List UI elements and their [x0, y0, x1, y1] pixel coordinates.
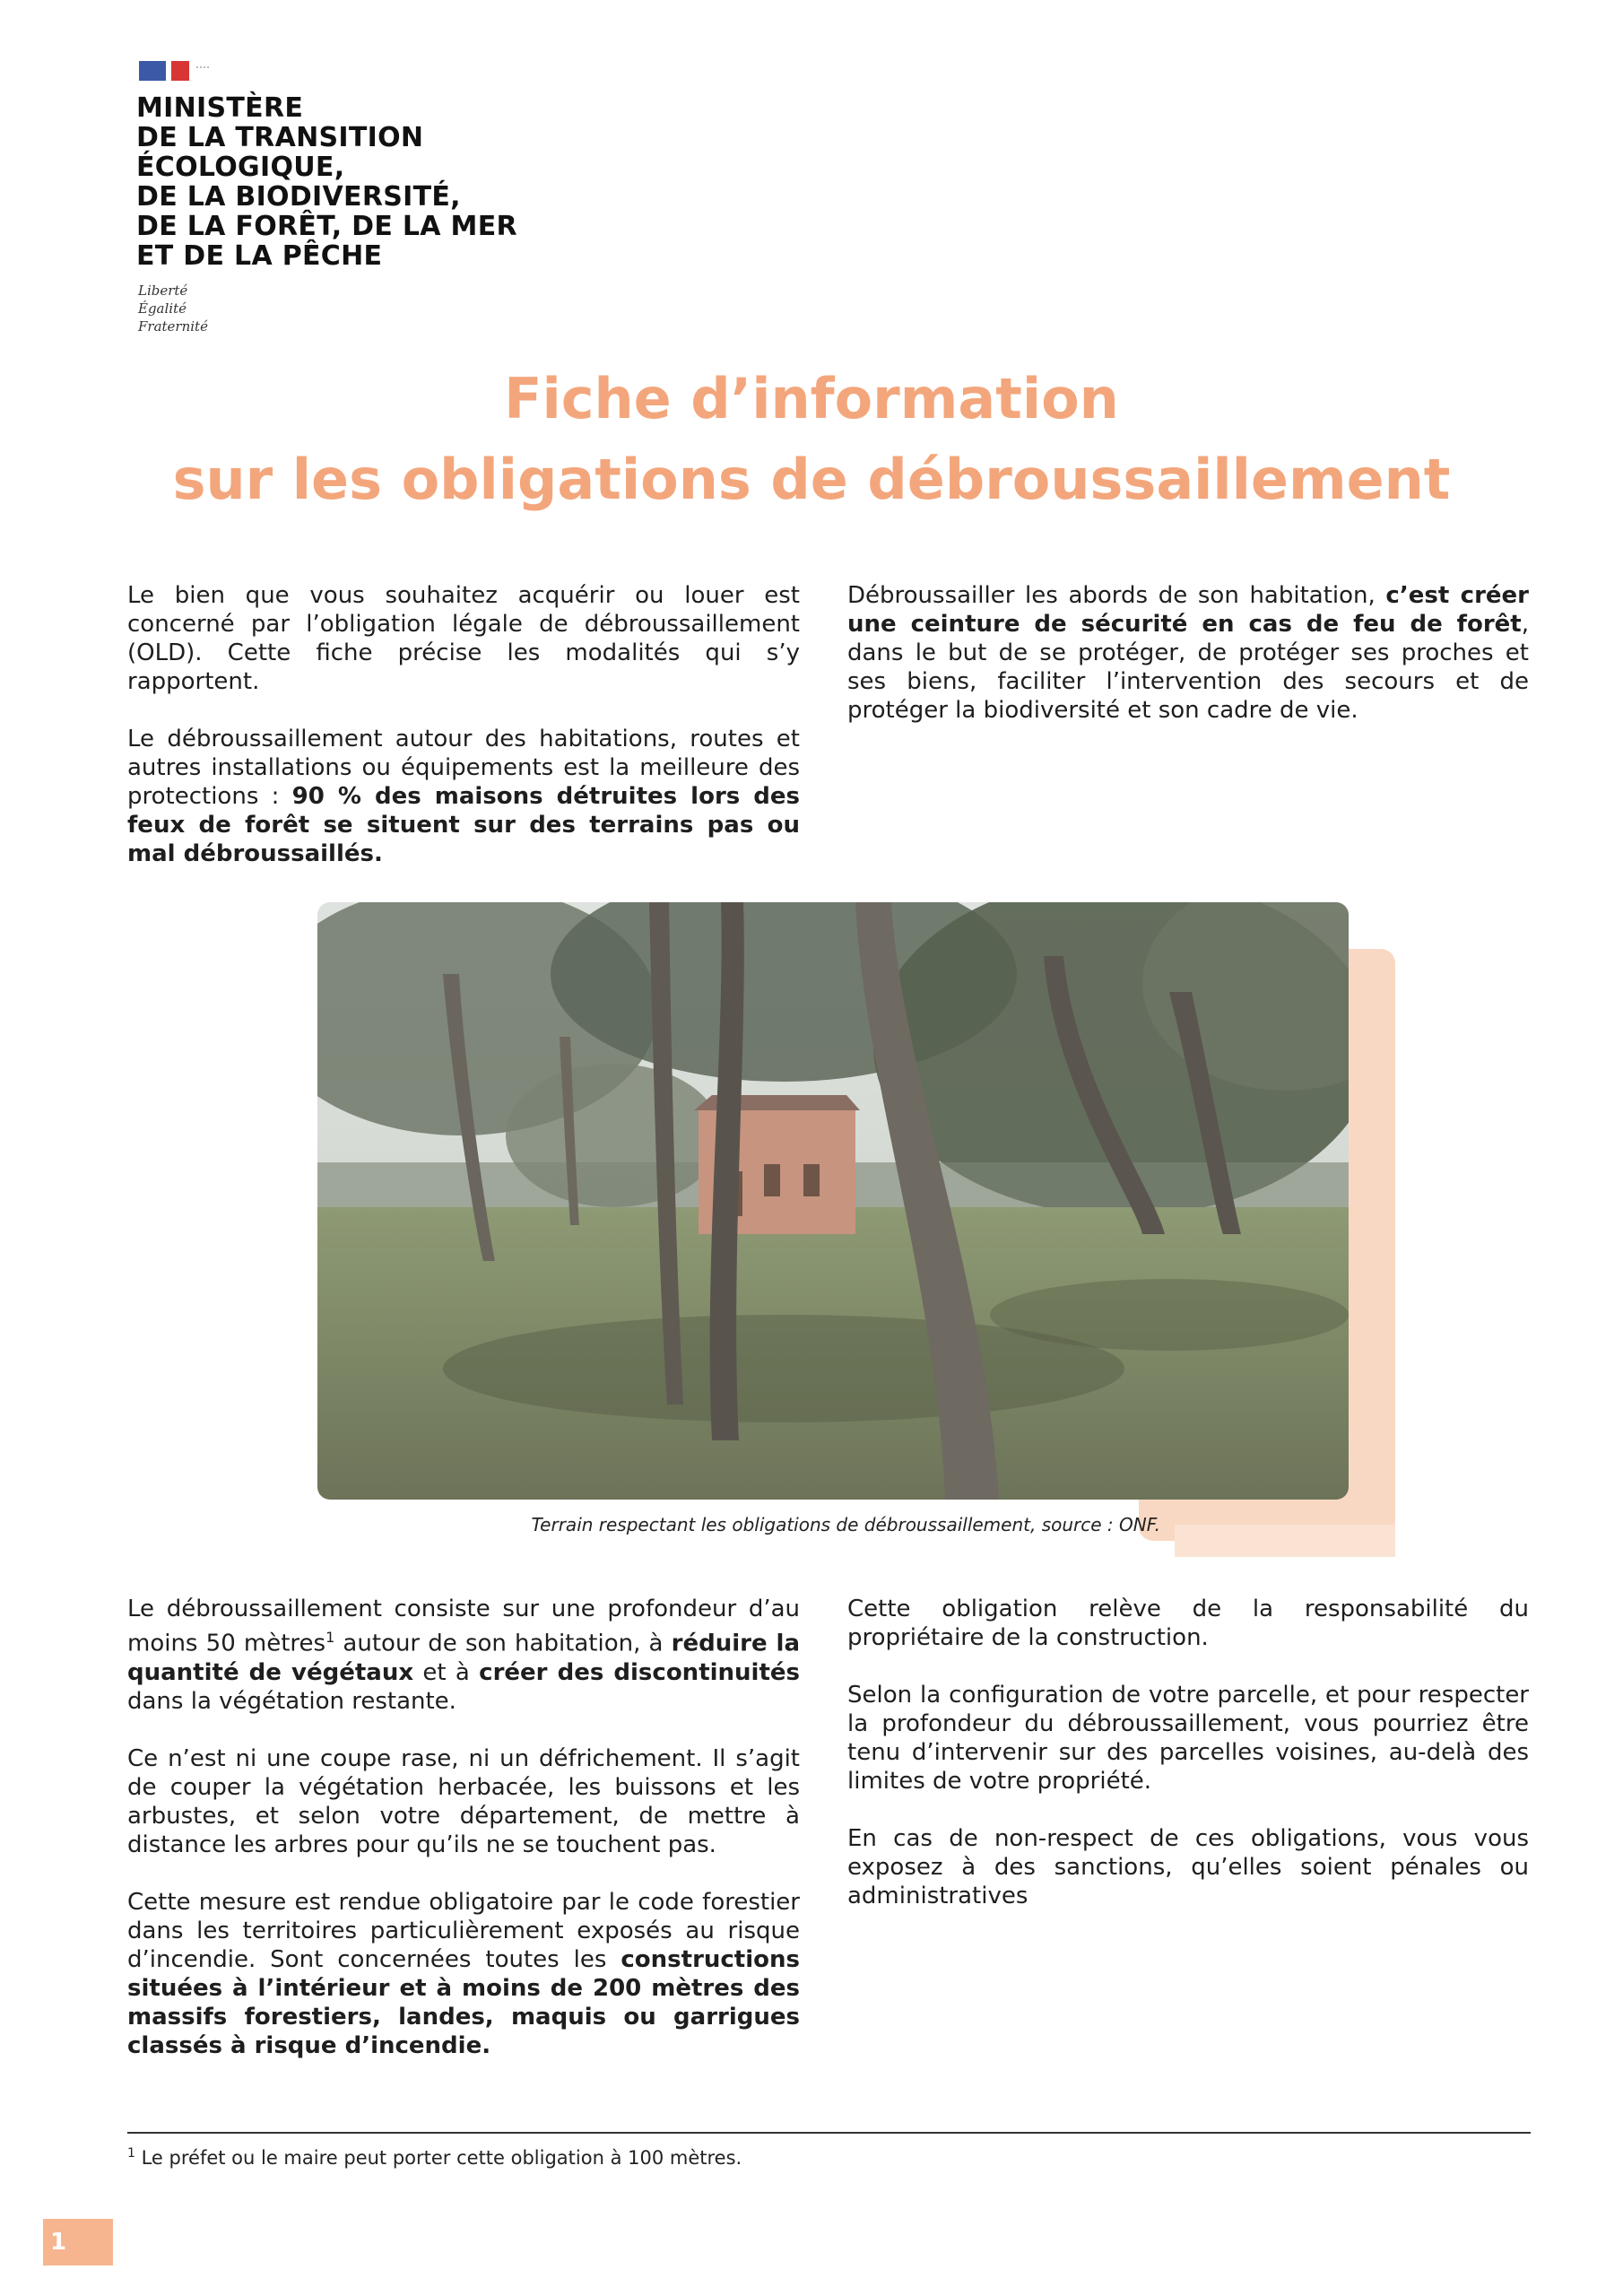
text: autour de son habitation, à [334, 1630, 672, 1657]
text: Cette mesure est rendue obligatoire par le code forestier dans les territoires particulièrement exposés au risque d’incendie. Sont concernées toutes les [127, 1888, 800, 1973]
paragraph [127, 1744, 800, 1859]
text: Ce n’est ni une coupe rase, ni un défrichement. Il s’agit de couper la végétation herbacée, les buissons et les arbustes, et selon votre département, de mettre à distance les arbres pour qu’ils ne se touchent pas. [127, 1744, 800, 1858]
footnote-ref: 1 [325, 1629, 335, 1646]
bold-text: constructions situées à l’intérieur et à moins de 200 mètres des massifs forestiers, landes, maquis ou garrigues classés à risque d’incendie. [127, 1945, 800, 2059]
paragraph [847, 1595, 1529, 1652]
bold-text: 90 % des maisons détruites lors des feux de forêt se situent sur des terrains pas ou mal débroussaillés. [127, 783, 801, 867]
photo-accent-tab [1175, 1525, 1395, 1557]
text: Selon la configuration de votre parcelle, et pour respecter la profondeur du débroussaillement, vous pourriez être tenu d’intervenir sur des parcelles voisines, au-delà des limites de votre propriété. [847, 1682, 1529, 1795]
text: En cas de non-respect de ces obligations, vous vous exposez à des sanctions, qu’elles soient pénales ou administratives [847, 1825, 1529, 1909]
ministry-line: ÉCOLOGIQUE, [136, 152, 345, 183]
text: Cette obligation relève de la responsabilité du propriétaire de la construction. [847, 1596, 1529, 1651]
ministry-line: ET DE LA PÊCHE [136, 240, 383, 272]
text: et à [413, 1658, 480, 1686]
marianne-logo [139, 59, 211, 83]
text: Le débroussaillement consiste sur une profondeur d’au moins 50 mètres [127, 1596, 800, 1657]
footnote-divider [127, 2132, 1531, 2134]
page-title [0, 359, 1623, 520]
paragraph [127, 1888, 800, 2060]
text: Le bien que vous souhaitez acquérir ou louer est concerné par l’obligation légale de débroussaillement (OLD). Cette fiche précise les modalités qui s’y rapportent. [127, 582, 800, 695]
ministry-name [136, 93, 603, 271]
page-number: 1 [43, 2219, 113, 2266]
photo-caption: Terrain respectant les obligations de débroussaillement, source : ONF. [531, 1514, 1160, 1535]
motto-line: Égalité [138, 300, 187, 317]
intro-left-column [127, 581, 800, 897]
motto-line: Liberté [138, 283, 188, 299]
ministry-line: DE LA BIODIVERSITÉ, [136, 181, 461, 213]
paragraph [847, 1824, 1529, 1910]
body-left-column [127, 1595, 800, 2089]
footnote-marker: 1 [127, 2146, 135, 2161]
bold-text: créer des discontinuités [479, 1658, 801, 1686]
ministry-line: DE LA FORÊT, DE LA MER [136, 211, 517, 242]
paragraph [847, 581, 1529, 725]
bold-text: réduire la quantité de végétaux [127, 1630, 800, 1686]
body-right-column [847, 1595, 1529, 1939]
paragraph [127, 1595, 800, 1716]
motto-line: Fraternité [138, 318, 208, 335]
ministry-line: DE LA TRANSITION [136, 122, 424, 153]
intro-right-column [847, 581, 1529, 753]
title-line-2: sur les obligations de débroussaillement [172, 447, 1451, 512]
ministry-line: MINISTÈRE [136, 92, 304, 124]
footnote [127, 2146, 742, 2169]
text: dans la végétation restante. [127, 1687, 456, 1715]
text: , dans le but de se protéger, de protéger ses proches et ses biens, faciliter l’intervention des secours et de protéger la biodiversité et son cadre de vie. [847, 611, 1529, 724]
text: Débroussailler les abords de son habitation, [847, 582, 1386, 609]
paragraph [127, 725, 800, 868]
bold-text: c’est créer une ceinture de sécurité en cas de feu de forêt [847, 582, 1530, 638]
title-line-1: Fiche d’information [504, 366, 1119, 431]
photo-illustration [317, 902, 1349, 1500]
republic-motto [138, 282, 208, 335]
forest-house-photo [317, 902, 1349, 1500]
paragraph [127, 581, 800, 696]
text: Le débroussaillement autour des habitations, routes et autres installations ou équipements est la meilleure des protections : [127, 726, 800, 810]
footnote-text: Le préfet ou le maire peut porter cette obligation à 100 mètres. [135, 2147, 742, 2169]
paragraph [847, 1681, 1529, 1796]
